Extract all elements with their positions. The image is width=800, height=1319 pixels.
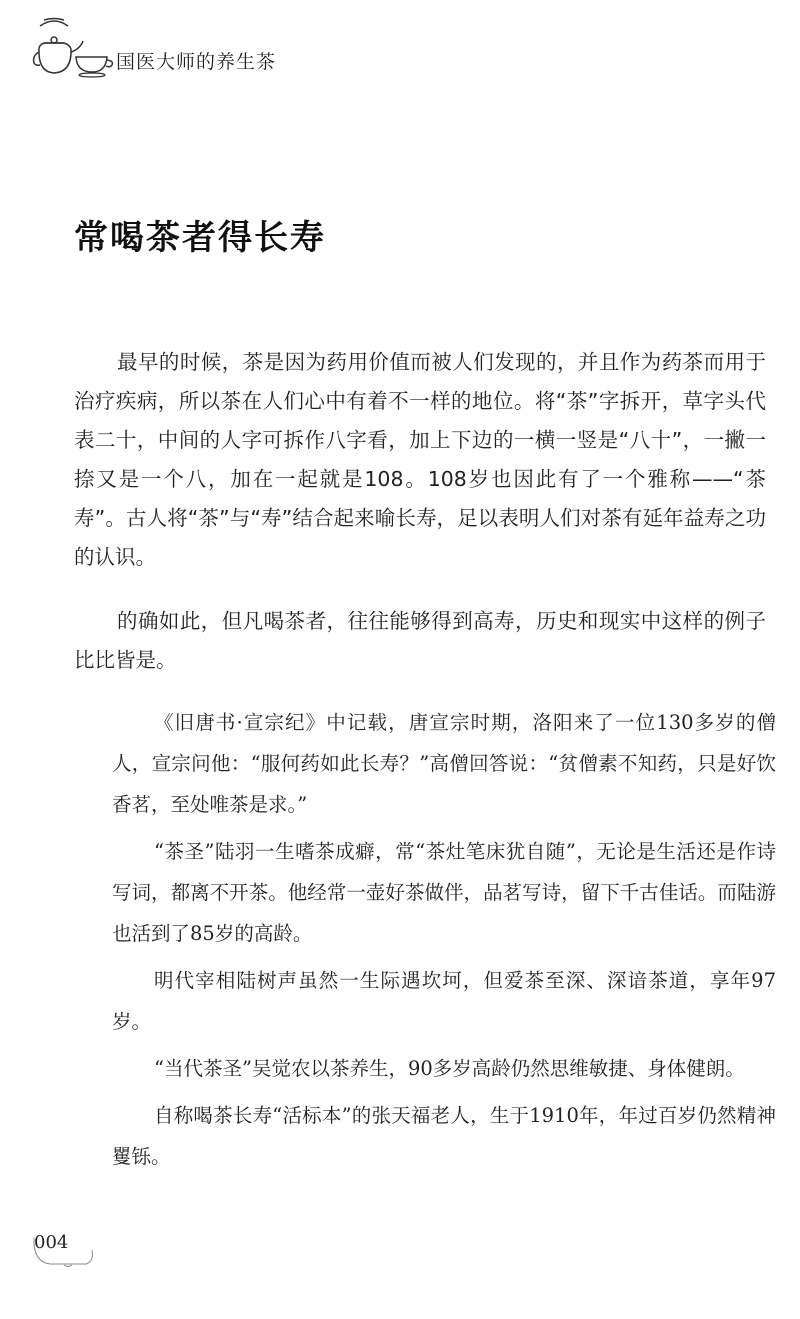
page-number: 004 <box>34 1232 69 1253</box>
book-title: 国医大师的养生茶 <box>116 51 277 73</box>
example-paragraph: 明代宰相陆树声虽然一生际遇坎坷，但爱茶至深、深谙茶道，享年97岁。 <box>112 969 776 1033</box>
example-paragraph: “茶圣”陆羽一生嗜茶成癖，常“茶灶笔床犹自随”，无论是生活还是作诗写词，都离不开茶。他经常一壶好茶做伴，品茗写诗，留下千古佳话。而陆游也活到了85岁的高龄。 <box>112 840 776 945</box>
intro-paragraph: 最早的时候，茶是因为药用价值而被人们发现的，并且作为药茶而用于治疗疾病，所以茶在人们心中有着不一样的地位。将“茶”字拆开，草字头代表二十，中间的人字可拆作八字看，加上下边的一横一竖是“八十”，一撇一捺又是一个八，加在一起就是108。108岁也因此有了一个雅称——“茶寿”。古人将“茶”与“寿”结合起来喻长寿，足以表明人们对茶有延年益寿之功的认识。 <box>74 350 766 569</box>
chapter-title: 常喝茶者得长寿 <box>74 218 326 258</box>
examples-block <box>112 702 776 1183</box>
example-paragraph: 《旧唐书·宣宗纪》中记载，唐宣宗时期，洛阳来了一位130多岁的僧人，宣宗问他：“服何药如此长寿？”高僧回答说：“贫僧素不知药，只是好饮香茗，至处唯茶是求。” <box>112 711 776 816</box>
example-paragraph: 自称喝茶长寿“活标本”的张天福老人，生于1910年，年过百岁仍然精神矍铄。 <box>112 1104 776 1168</box>
intro-paragraph: 的确如此，但凡喝茶者，往往能够得到高寿，历史和现实中这样的例子比比皆是。 <box>74 609 766 672</box>
teapot-and-cup-icon <box>30 16 116 78</box>
example-paragraph: “当代茶圣”吴觉农以茶养生，90多岁高龄仍然思维敏捷、身体健朗。 <box>154 1057 745 1080</box>
